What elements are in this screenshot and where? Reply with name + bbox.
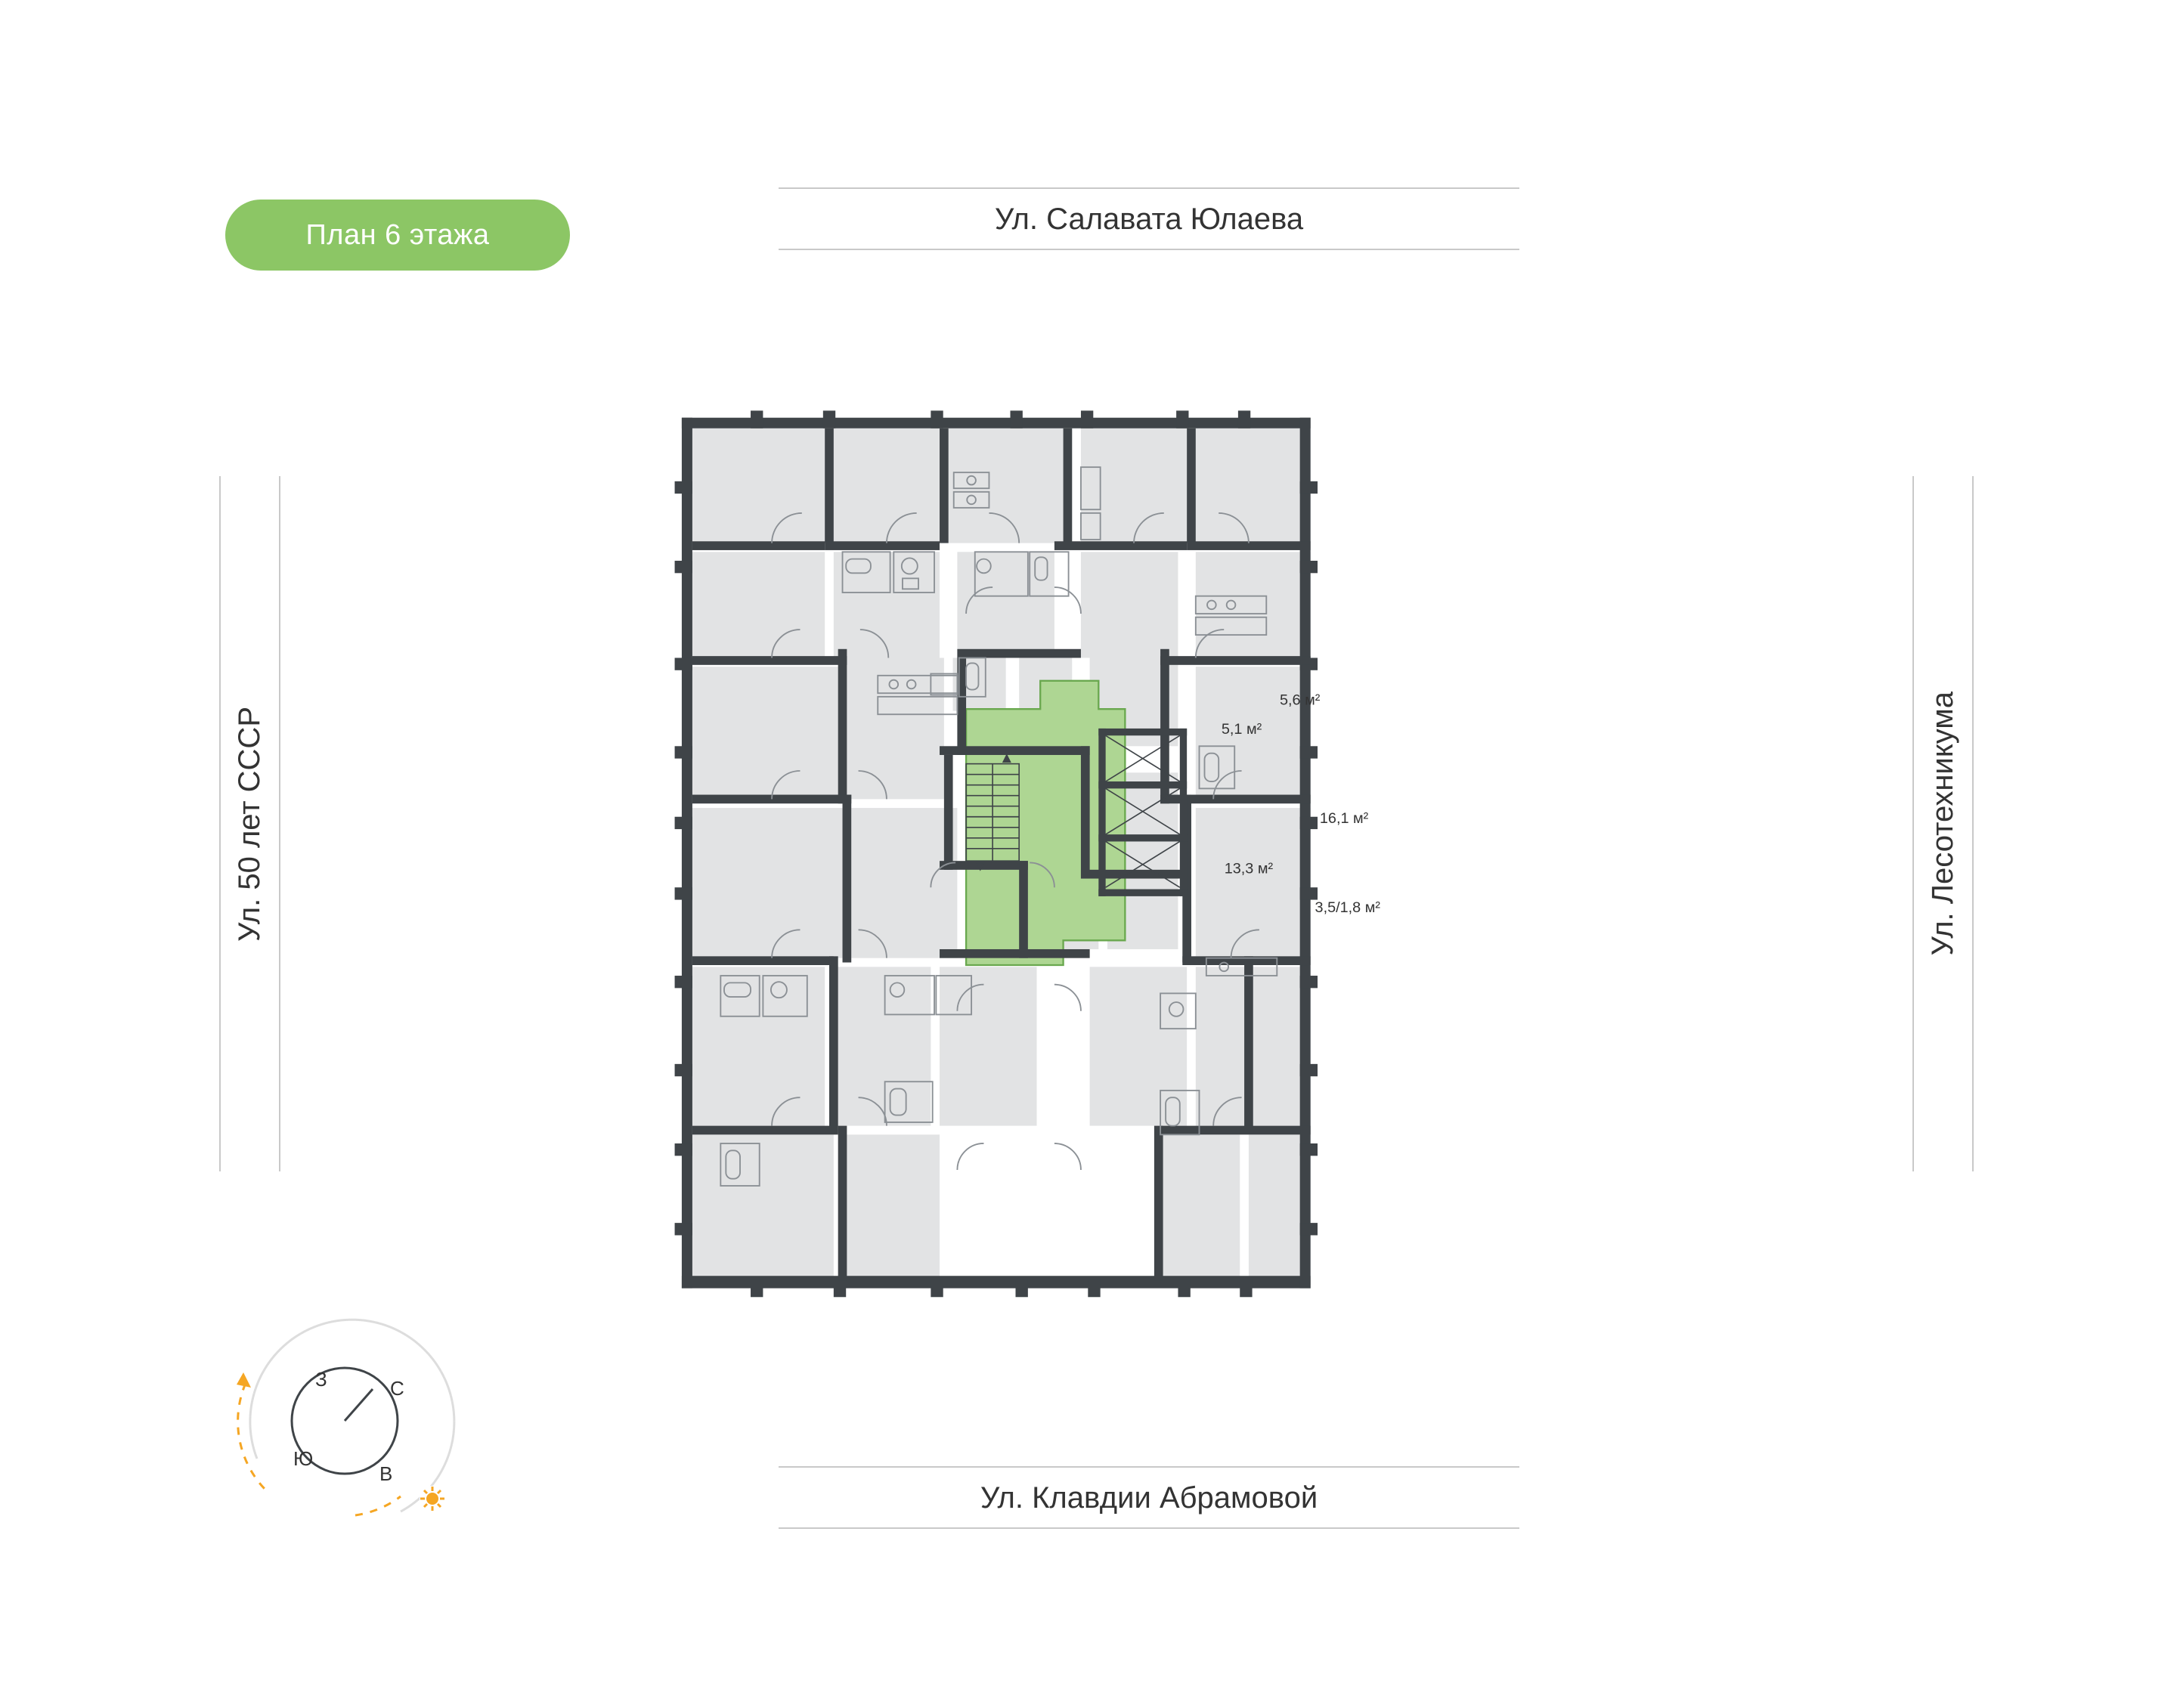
compass-label-east: В: [379, 1462, 393, 1485]
compass-label-north: С: [390, 1377, 404, 1400]
floor-plan-svg[interactable]: [665, 393, 1550, 1338]
area-label: 13,3 м²: [1224, 860, 1274, 877]
compass-arrow-head: [237, 1372, 251, 1388]
area-label: 5,6 м²: [1279, 692, 1321, 709]
divider-line: [779, 1527, 1519, 1529]
floor-plan-badge-label: План 6 этажа: [305, 218, 490, 251]
compass-needle: [345, 1389, 373, 1421]
compass-outer-arc: [250, 1320, 454, 1512]
compass-label-south: Ю: [293, 1447, 314, 1470]
area-label: 3,5/1,8 м²: [1315, 899, 1380, 916]
street-label-right-text: Ул. Лесотехникума: [1926, 692, 1959, 956]
floor-plan-badge: [225, 200, 570, 271]
divider-line: [279, 476, 280, 1171]
street-label-left-text: Ул. 50 лет СССР: [233, 706, 266, 942]
compass-rose: [212, 1277, 499, 1564]
street-label-top: [779, 187, 1519, 250]
area-label: 5,1 м²: [1221, 720, 1262, 738]
compass-sun-path-2: [355, 1496, 401, 1515]
street-label-bottom: [779, 1466, 1519, 1529]
street-label-top-text: Ул. Салавата Юлаева: [994, 203, 1304, 236]
compass-svg: [212, 1277, 499, 1564]
divider-line: [779, 249, 1519, 250]
divider-line: [1972, 476, 1974, 1171]
compass-label-west: З: [315, 1368, 327, 1391]
street-label-right: [1912, 476, 1974, 1171]
street-label-left: [219, 476, 280, 1171]
sun-icon: [420, 1487, 444, 1511]
street-label-bottom-text: Ул. Клавдии Абрамовой: [980, 1481, 1318, 1515]
area-label: 16,1 м²: [1319, 809, 1369, 827]
floor-plan[interactable]: [665, 393, 1550, 1338]
